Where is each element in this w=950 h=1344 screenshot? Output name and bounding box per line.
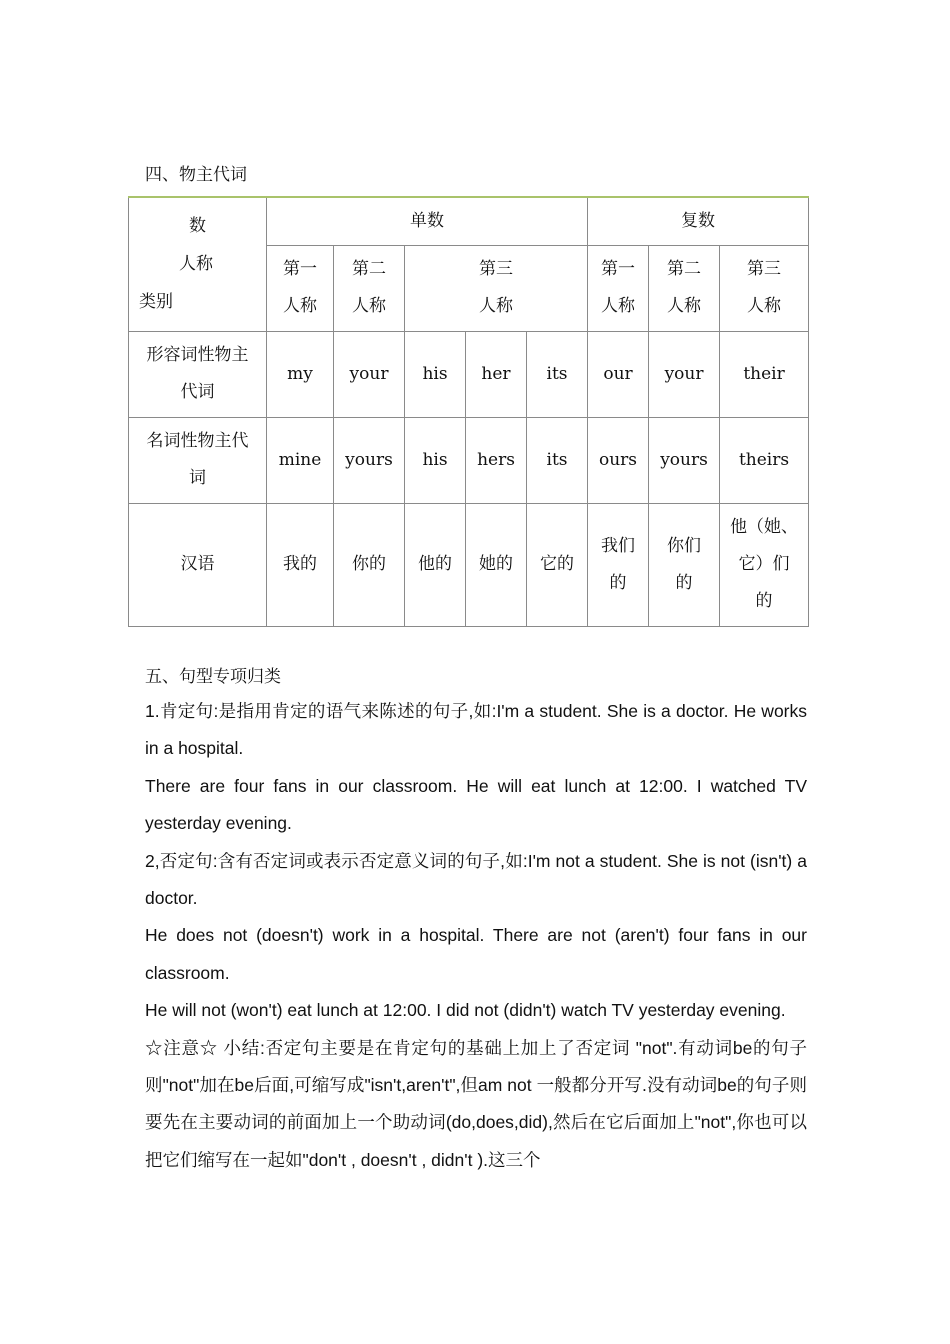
row-label: 汉语 [129, 503, 267, 626]
table-cell: ours [588, 417, 649, 503]
table-cell: theirs [720, 417, 809, 503]
table-cell: 你们 的 [649, 503, 720, 626]
table-cell: your [649, 331, 720, 417]
person-header-first-plural: 第一 人称 [588, 245, 649, 331]
corner-number-label: 数 [189, 216, 206, 237]
table-cell: mine [267, 417, 334, 503]
table-cell: 你的 [334, 503, 405, 626]
singular-header: 单数 [267, 197, 588, 245]
table-row [129, 417, 809, 503]
corner-header-cell [129, 197, 267, 331]
section-5-body [145, 693, 807, 1179]
table-cell: my [267, 331, 334, 417]
table-cell: 他的 [405, 503, 466, 626]
row-label: 名词性物主代 词 [129, 417, 267, 503]
table-cell: your [334, 331, 405, 417]
corner-category-label: 类别 [139, 292, 173, 313]
person-header-second: 第二 人称 [334, 245, 405, 331]
possessive-pronoun-table [128, 196, 809, 627]
table-cell: his [405, 417, 466, 503]
table-cell: yours [334, 417, 405, 503]
table-cell: its [527, 417, 588, 503]
section-5-heading: 五、句型专项归类 [145, 667, 281, 687]
paragraph: 1.肯定句:是指用肯定的语气来陈述的句子,如:I'm a student. She is a doctor. He works in a hospital. [145, 701, 807, 759]
table-row [129, 331, 809, 417]
table-cell: her [466, 331, 527, 417]
table-cell: 我们 的 [588, 503, 649, 626]
table-cell: its [527, 331, 588, 417]
table-cell: 她的 [466, 503, 527, 626]
person-header-second-plural: 第二 人称 [649, 245, 720, 331]
paragraph: He will not (won't) eat lunch at 12:00. I did not (didn't) watch TV yesterday evening. [145, 1000, 786, 1021]
table-cell: hers [466, 417, 527, 503]
paragraph: 2,否定句:含有否定词或表示否定意义词的句子,如:I'm not a student. She is not (isn't) a doctor. [145, 850, 807, 909]
row-label: 形容词性物主 代词 [129, 331, 267, 417]
section-4-heading: 四、物主代词 [145, 165, 247, 185]
paragraph: He does not (doesn't) work in a hospital. There are not (aren't) four fans in our classroom. [145, 925, 807, 983]
table-cell: his [405, 331, 466, 417]
paragraph: ☆注意☆ 小结:否定句主要是在肯定句的基础上加上了否定词 "not".有动词be的句子则"not"加在be后面,可缩写成"isn't,aren't",但am not 一般都分开写.没有动词be的句子则要先在主要动词的前面加上一个助动词(do,does,did),然后在它后面加上"not",你也可以把它们缩写在一起如"don't , doesn't , didn't ).这三个 [145, 1037, 807, 1170]
table-cell: their [720, 331, 809, 417]
table-cell: 它的 [527, 503, 588, 626]
plural-header: 复数 [588, 197, 809, 245]
table-cell: our [588, 331, 649, 417]
paragraph: There are four fans in our classroom. He will eat lunch at 12:00. I watched TV yesterday evening. [145, 775, 807, 834]
table-cell: 我的 [267, 503, 334, 626]
table-cell: 他（她、 它）们 的 [720, 503, 809, 626]
person-header-third-plural: 第三 人称 [720, 245, 809, 331]
person-header-third: 第三 人称 [405, 245, 588, 331]
person-header-first: 第一 人称 [267, 245, 334, 331]
table-row [129, 503, 809, 626]
table-cell: yours [649, 417, 720, 503]
corner-person-label: 人称 [179, 254, 213, 275]
